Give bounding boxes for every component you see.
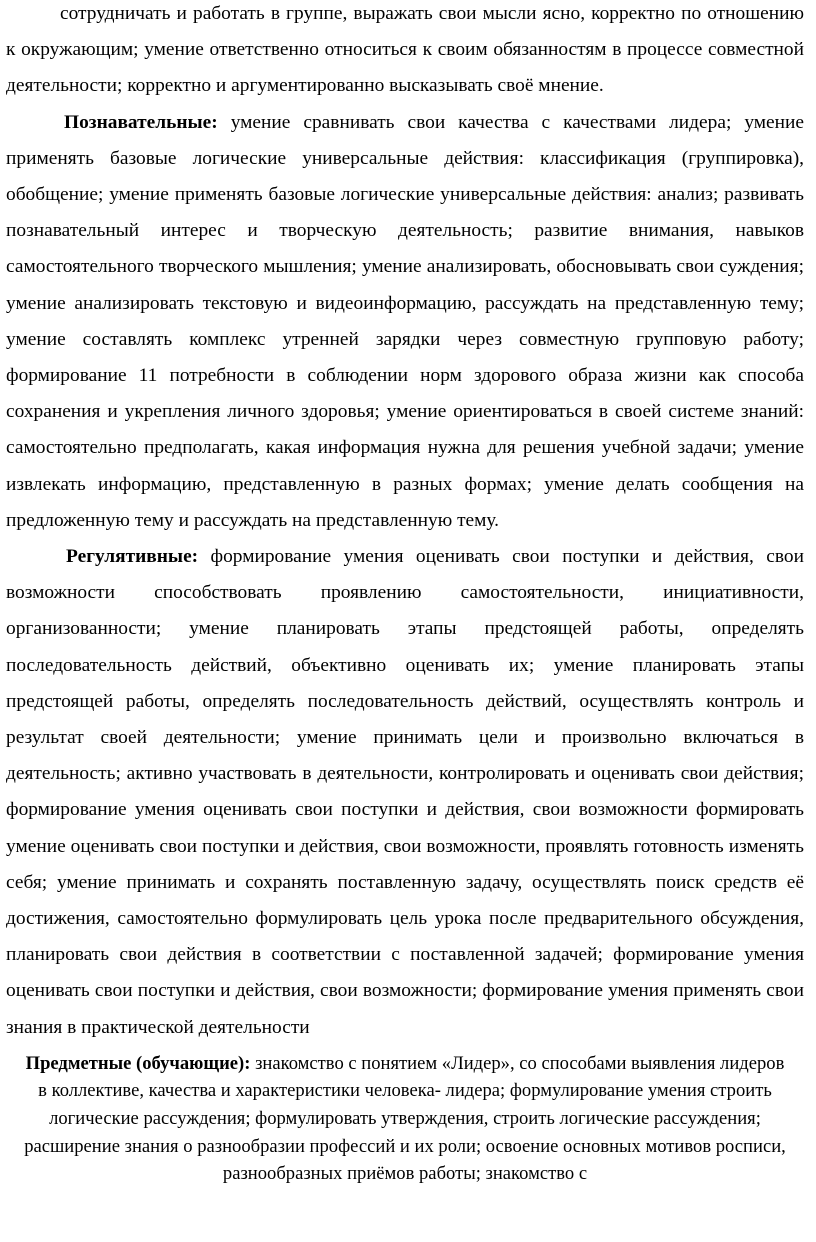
paragraph-subject	[6, 1050, 804, 1188]
paragraph-heading-cognitive: Познавательные:	[64, 111, 218, 133]
paragraph-text: знакомство с понятием «Лидер», со способами выявления лидеров в коллективе, качества и характеристики человека- лидера; формулирование умения строить логические рассуждения; формулировать утверждения, строить логические рассуждения; расширение знания о разнообразии профессий и их роли; освоение основных мотивов росписи, разнообразных приёмов работы; знакомство с	[24, 1052, 786, 1185]
paragraph-text: сотрудничать и работать в группе, выражать свои мысли ясно, корректно по отношению к окружающим; умение ответственно относиться к своим обязанностям в процессе совместной деятельности; корректно и аргументированно высказывать своё мнение.	[6, 3, 804, 97]
paragraph-heading-regulatory: Регулятивные:	[66, 546, 199, 568]
paragraph-cognitive	[6, 105, 804, 539]
paragraph-text: умение сравнивать свои качества с качествами лидера; умение применять базовые логические универсальные действия: классификация (группировка), обобщение; умение применять базовые логические универсальные действия: анализ; развивать познавательный интерес и творческую деятельность; развитие внимания, навыков самостоятельного творческого мышления; умение анализировать, обосновывать свои суждения; умение анализировать текстовую и видеоинформацию, рассуждать на представленную тему; умение составлять комплекс утренней зарядки через совместную групповую работу; формирование 11 потребности в соблюдении норм здорового образа жизни как способа сохранения и укрепления личного здоровья; умение ориентироваться в своей системе знаний: самостоятельно предполагать, какая информация нужна для решения учебной задачи; умение извлекать информацию, представленную в разных формах; умение делать сообщения на предложенную тему и рассуждать на представленную тему.	[6, 111, 804, 531]
paragraph-text: формирование умения оценивать свои поступки и действия, свои возможности способствовать проявлению самостоятельности, инициативности, организованности; умение планировать этапы предстоящей работы, определять последовательность действий, объективно оценивать их; умение планировать этапы предстоящей работы, определять последовательность действий, осуществлять контроль и результат своей деятельности; умение принимать цели и произвольно включаться в деятельность; активно участвовать в деятельности, контролировать и оценивать свои действия; формирование умения оценивать свои поступки и действия, свои возможности формировать умение оценивать свои поступки и действия, свои возможности, проявлять готовность изменять себя; умение принимать и сохранять поставленную задачу, осуществлять поиск средств её достижения, самостоятельно формулировать цель урока после предварительного обсуждения, планировать свои действия в соответствии с поставленной задачей; формирование умения оценивать свои поступки и действия, свои возможности; формирование умения применять свои знания в практической деятельности	[6, 546, 804, 1038]
paragraph-heading-subject: Предметные (обучающие):	[25, 1052, 251, 1074]
paragraph-communicative-continuation	[6, 0, 804, 105]
paragraph-regulatory	[6, 539, 804, 1046]
